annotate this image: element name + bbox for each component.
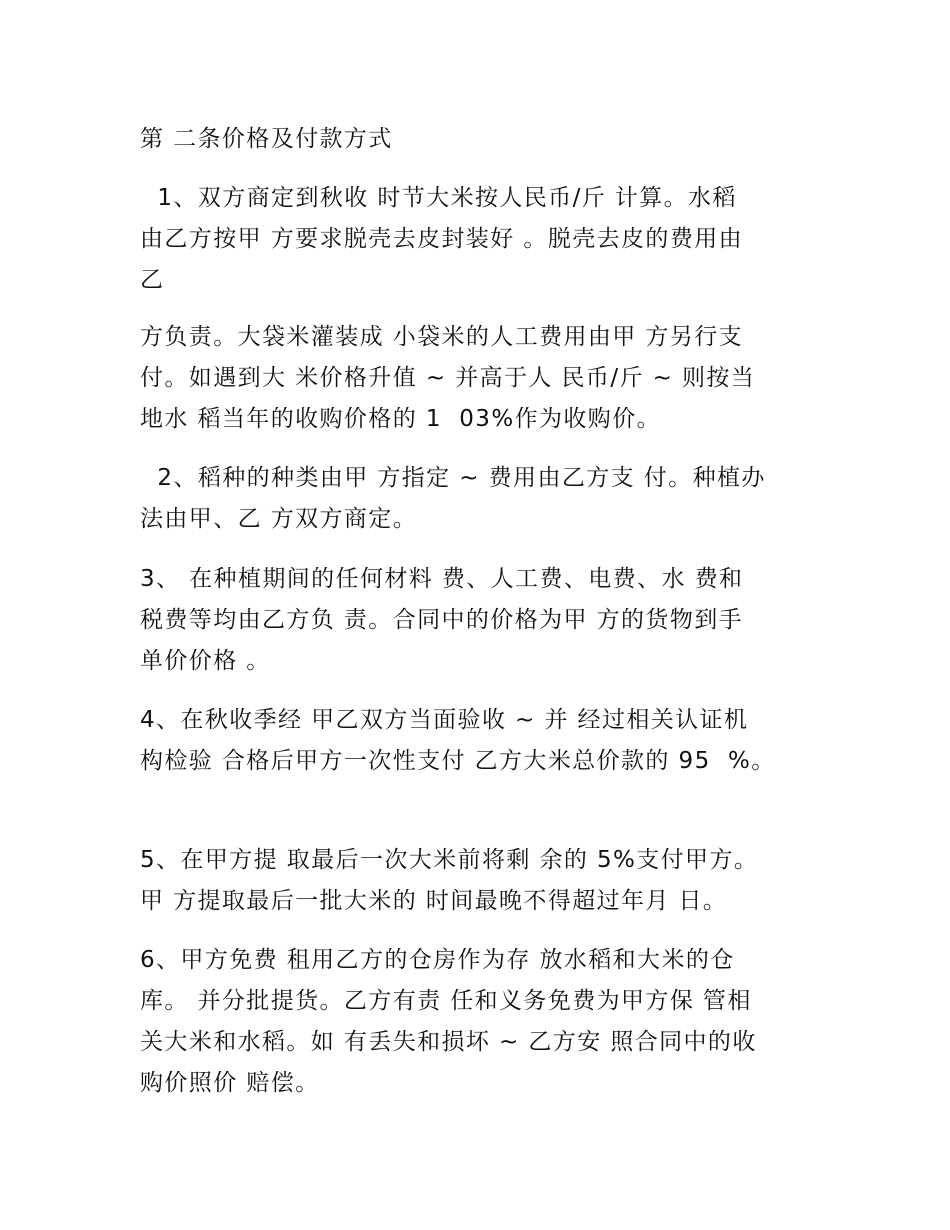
clause-3-line-2: 税费等均由乙方负 责。合同中的价格为甲 方的货物到手: [140, 607, 744, 633]
clause-1-line-2: 由乙方按甲 方要求脱壳去皮封装好 。脱壳去皮的费用由: [140, 226, 744, 252]
clause-4-line-1: 4、在秋收季经 甲乙双方当面验收 ~ 并 经过相关认证机: [140, 707, 749, 733]
clause-2-line-2: 法由甲、乙 方双方商定。: [140, 506, 418, 532]
clause-1-line-5: 付。如遇到大 米价格升值 ~ 并高于人 民币/斤 ~ 则按当: [140, 365, 756, 391]
clause-6-line-1: 6、甲方免费 租用乙方的仓房作为存 放水稻和大米的仓: [140, 947, 735, 973]
clause-1-line-4: 方负责。大袋米灌装成 小袋米的人工费用由甲 方另行支: [140, 324, 744, 350]
clause-4-line-2: 构检验 合格后甲方一次性支付 乙方大米总价款的 95 %。: [140, 748, 776, 774]
clause-3-line-3: 单价价格 。: [140, 648, 271, 674]
clause-2-line-1: 2、稻种的种类由甲 方指定 ~ 费用由乙方支 付。种植办: [140, 465, 766, 491]
clause-1-line-3: 乙: [140, 267, 165, 293]
clause-1-line-1: 1、双方商定到秋收 时节大米按人民币/斤 计算。水稻: [140, 185, 737, 211]
clause-5-line-2: 甲 方提取最后一批大米的 时间最晚不得超过年月 日。: [140, 888, 728, 914]
clause-6-line-4: 购价照价 赔偿。: [140, 1070, 320, 1096]
section-heading: 第 二条价格及付款方式: [140, 126, 393, 152]
clause-6-line-2: 库。 并分批提货。乙方有责 任和义务免费为甲方保 管相: [140, 988, 752, 1014]
clause-6-line-3: 关大米和水稻。如 有丢失和损坏 ~ 乙方安 照合同中的收: [140, 1029, 757, 1055]
clause-1-line-6: 地水 稻当年的收购价格的 1 03%作为收购价。: [140, 406, 661, 432]
clause-3-line-1: 3、 在种植期间的任何材料 费、人工费、电费、水 费和: [140, 566, 744, 592]
clause-5-line-1: 5、在甲方提 取最后一次大米前将剩 余的 5%支付甲方。: [140, 847, 759, 873]
